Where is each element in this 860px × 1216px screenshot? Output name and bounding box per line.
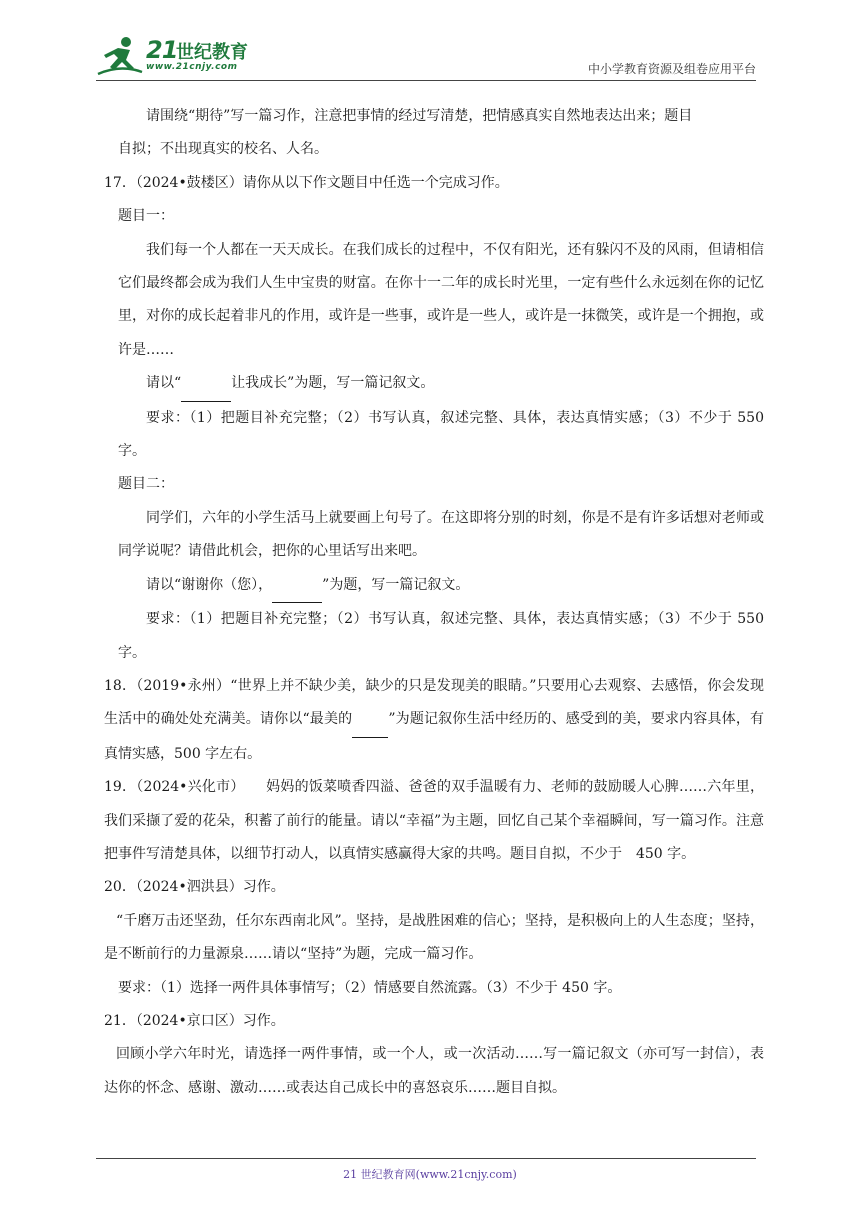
- q17-topic-1-paragraph: 我们每一个人都在一天天成长。在我们成长的过程中，不仅有阳光，还有躲闪不及的风雨，但请相信它们最终都会成为我们人生中宝贵的财富。在你十一二年的成长时光里，一定有些什么永远刻在你的记忆里，对你的成长起着非凡的作用，或许是一些事，或许是一些人，或许是一抹微笑，或许是一个拥抱，或许是……: [118, 241, 764, 358]
- logo-text: 世纪教育: [176, 42, 248, 63]
- q17-topic-2-title-suffix: ”为题，写一篇记叙文。: [322, 576, 470, 593]
- q17-topic-2-title: [118, 569, 764, 603]
- intro-line-2: 自拟；不出现真实的校名、人名。: [118, 141, 328, 158]
- footer-divider: [96, 1158, 756, 1159]
- q17-topic-2-requirements: 要求：（1）把题目补充完整；（2）书写认真，叙述完整、具体，表达真情实感；（3）不少于 550 字。: [118, 611, 764, 661]
- q18-text-b: ”为题记叙你生活中经历的、感受到的美，要求内容具体，有真情实感，500 字左右。: [104, 711, 765, 762]
- page-footer[interactable]: 21 世纪教育网(www.21cnjy.com): [343, 1168, 517, 1181]
- fill-blank: [352, 703, 388, 737]
- question-17: 17．（2024•鼓楼区）请你从以下作文题目中任选一个完成习作。: [104, 174, 509, 191]
- site-logo[interactable]: [96, 30, 266, 78]
- question-19: 19．（2024•兴化市） 妈妈的饭菜喷香四溢、爸爸的双手温暖有力、老师的鼓励暖人心脾……六年里，我们采撷了爱的花朵，积蓄了前行的能量。请以“幸福”为主题，回忆自己某个幸福瞬间，写一篇习作。注意把事件写清楚具体，以细节打动人，以真情实感赢得大家的共鸣。题目自拟，不少于 450 字。: [104, 779, 764, 862]
- fill-blank: [181, 367, 231, 401]
- page-header: [96, 30, 756, 80]
- header-divider: [96, 80, 756, 81]
- platform-title: 中小学教育资源及组卷应用平台: [587, 62, 756, 76]
- question-21: 21．（2024•京口区）习作。: [104, 1012, 285, 1029]
- q17-topic-1-title: [118, 367, 764, 401]
- runner-icon: [96, 34, 144, 78]
- q20-paragraph: “千磨万击还坚劲，任尔东西南北风”。坚持，是战胜困难的信心；坚持，是积极向上的人生态度；坚持，是不断前行的力量源泉……请以“坚持”为题，完成一篇习作。: [104, 912, 764, 963]
- q17-topic-2-label: 题目二：: [118, 476, 174, 493]
- q17-topic-1-title-suffix: 让我成长”为题，写一篇记叙文。: [231, 375, 435, 392]
- q17-topic-1-label: 题目一：: [118, 208, 174, 225]
- question-18: [104, 670, 764, 771]
- q17-topic-2-paragraph: 同学们，六年的小学生活马上就要画上句号了。在这即将分别的时刻，你是不是有许多话想对老师或同学说呢？请借此机会，把你的心里话写出来吧。: [118, 509, 764, 560]
- fill-blank: [272, 569, 322, 603]
- q21-paragraph: 回顾小学六年时光，请选择一两件事情，或一个人，或一次活动……写一篇记叙文（亦可写一封信），表达你的怀念、感谢、激动……或表达自己成长中的喜怒哀乐……题目自拟。: [104, 1046, 764, 1096]
- document-body: [104, 100, 765, 1105]
- question-20: 20．（2024•泗洪县）习作。: [104, 879, 285, 896]
- q17-topic-1-title-prefix: 请以“: [146, 375, 182, 392]
- intro-line-1: 请围绕“期待”写一篇习作，注意把事情的经过写清楚，把情感真实自然地表达出来；题目: [146, 108, 693, 124]
- q17-topic-1-requirements: 要求：（1）把题目补充完整；（2）书写认真，叙述完整、具体，表达真情实感；（3）不少于 550 字。: [118, 409, 764, 460]
- logo-url: www.21cnjy.com: [146, 62, 238, 72]
- q20-requirements: 要求：（1）选择一两件具体事情写；（2）情感要自然流露。（3）不少于 450 字。: [118, 979, 622, 996]
- q18-text-a: 18．（2019•永州）“世界上并不缺少美，缺少的只是发现美的眼睛。”只要用心去观察、去感悟，你会发现生活中的确处处充满美。请你以“最美的: [104, 677, 764, 728]
- q17-topic-2-title-prefix: 请以“谢谢你（您），: [146, 576, 273, 593]
- logo-number: 21: [146, 36, 178, 64]
